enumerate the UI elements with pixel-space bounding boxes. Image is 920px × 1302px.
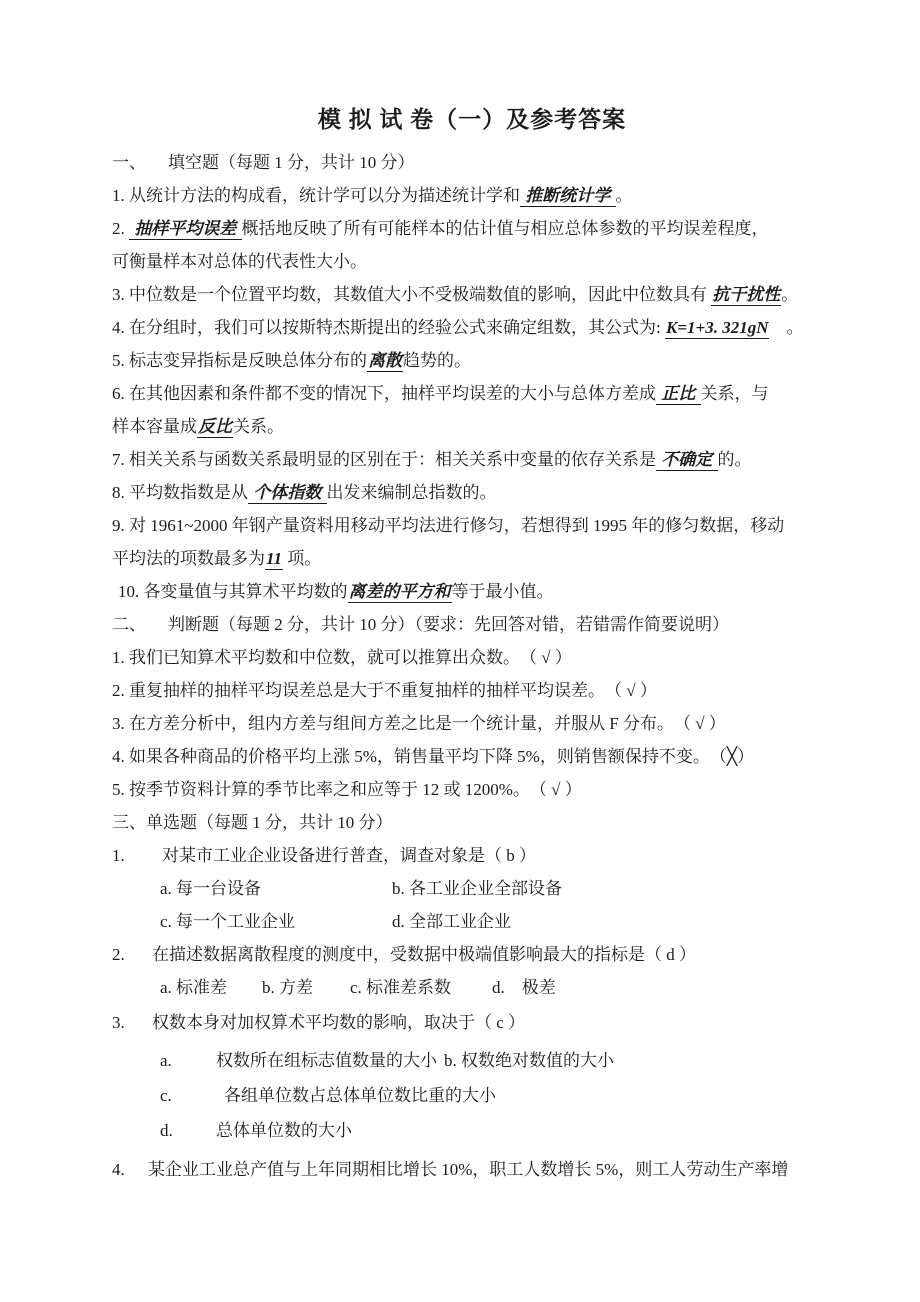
question	[112, 186, 832, 206]
text-run: 4.	[112, 1160, 125, 1179]
text-run: 。	[615, 186, 633, 205]
text-run: 三、单选题（每题 1 分，共计 10 分）	[112, 813, 393, 832]
text-run: a.	[160, 1051, 172, 1070]
text-run: 1.	[112, 846, 125, 865]
question	[112, 450, 832, 470]
text-run: 出发来编制总指数的。	[326, 483, 497, 502]
answer-blank: 抽样平均误差	[130, 219, 241, 238]
continuation	[112, 549, 832, 569]
text-run: b. 权数绝对数值的大小	[444, 1051, 614, 1070]
question	[112, 846, 832, 866]
answer-blank: 正比	[657, 384, 700, 403]
text-run: 的。	[717, 450, 752, 469]
document-body	[112, 153, 832, 1180]
question	[112, 318, 832, 338]
text-run: a. 每一台设备	[160, 879, 262, 898]
text-run: 概括地反映了所有可能样本的估计值与相应总体参数的平均误差程度，	[241, 219, 769, 238]
text-run: d.	[160, 1121, 173, 1140]
text-run: 某企业工业总产值与上年同期相比增长 10%，职工人数增长 5%，则工人劳动生产率增	[148, 1160, 789, 1179]
text-run: 8. 平均数指数是从	[112, 483, 248, 502]
question	[112, 945, 832, 965]
text-run: 6. 在其他因素和条件都不变的情况下，抽样平均误差的大小与总体方差成	[112, 384, 656, 403]
question	[112, 219, 832, 239]
text-run: 3. 中位数是一个位置平均数，其数值大小不受极端数值的影响，因此中位数具有	[112, 285, 712, 304]
text-run: 关系。	[233, 417, 284, 436]
options	[160, 1121, 832, 1141]
question	[112, 384, 832, 404]
text-run: 2. 重复抽样的抽样平均误差总是大于不重复抽样的抽样平均误差。 （ √ ）	[112, 681, 657, 700]
text-run: b. 方差	[262, 978, 313, 997]
text-run: 权数本身对加权算术平均数的影响，取决于（ c ）	[152, 1013, 526, 1032]
text-run: 3. 在方差分析中，组内方差与组间方差之比是一个统计量，并服从 F 分布。 （ √ ）	[112, 714, 726, 733]
options	[160, 978, 832, 998]
text-run: 可衡量样本对总体的代表性大小。	[112, 252, 367, 271]
text-run: 趋势的。	[403, 351, 471, 370]
question	[112, 780, 832, 800]
text-run: 5. 标志变异指标是反映总体分布的	[112, 351, 367, 370]
text-run: 项。	[283, 549, 322, 568]
options	[160, 912, 832, 932]
question	[112, 1160, 832, 1180]
continuation	[112, 252, 832, 272]
text-run: 填空题（每题 1 分，共计 10 分）	[168, 153, 415, 172]
text-run: 5. 按季节资料计算的季节比率之和应等于 12 或 1200%。 （ √ ）	[112, 780, 582, 799]
text-run: 总体单位数的大小	[216, 1121, 352, 1140]
text-run: c. 每一个工业企业	[160, 912, 296, 931]
text-run: c.	[160, 1086, 172, 1105]
question	[112, 714, 832, 734]
question	[112, 516, 832, 536]
text-run: 权数所在组标志值数量的大小	[216, 1051, 437, 1070]
options	[160, 1051, 832, 1071]
text-run: 等于最小值。	[451, 582, 554, 601]
answer-blank: 抗干扰性	[712, 285, 781, 304]
text-run: 10. 各变量值与其算术平均数的	[118, 582, 348, 601]
question	[112, 1013, 832, 1033]
text-run: d. 全部工业企业	[392, 912, 511, 931]
options	[160, 1086, 832, 1106]
text-run: 对某市工业企业设备进行普查，调查对象是（ b ）	[162, 846, 536, 865]
text-run: 。	[781, 285, 799, 304]
text-run: 各组单位数占总体单位数比重的大小	[224, 1086, 496, 1105]
text-run: 2.	[112, 219, 129, 238]
question	[112, 681, 832, 701]
text-run: b. 各工业企业全部设备	[392, 879, 562, 898]
options	[160, 879, 832, 899]
question	[112, 285, 832, 305]
answer-blank: 离散	[368, 351, 402, 370]
text-run: 2.	[112, 945, 125, 964]
text-run: 在描述数据离散程度的测度中，受数据中极端值影响最大的指标是（ d ）	[152, 945, 696, 964]
answer-blank: 个体指数	[249, 483, 326, 502]
question	[112, 747, 832, 767]
answer-blank: 推断统计学	[521, 186, 615, 205]
answer-blank: 离差的平方和	[348, 582, 451, 601]
question	[112, 648, 832, 668]
text-run: 。	[769, 318, 804, 337]
section-heading	[112, 153, 832, 173]
text-run: 4. 在分组时，我们可以按斯特杰斯提出的经验公式来确定组数，其公式为:	[112, 318, 665, 337]
text-run: c. 标准差系数	[350, 978, 452, 997]
page-title: 模 拟 试 卷（一）及参考答案	[317, 107, 627, 132]
continuation	[112, 417, 832, 437]
text-run: a. 标准差	[160, 978, 228, 997]
question	[112, 351, 832, 371]
text-run: 判断题（每题 2 分，共计 10 分）（要求：先回答对错，若错需作简要说明）	[168, 615, 729, 634]
text-run: 平均法的项数最多为	[112, 549, 265, 568]
text-run: 1. 我们已知算术平均数和中位数，就可以推算出众数。 （ √ ）	[112, 648, 572, 667]
answer-blank: K=1+3. 321gN	[665, 318, 769, 337]
question	[118, 582, 832, 602]
answer-blank: 11	[266, 549, 283, 568]
text-run: 9. 对 1961~2000 年钢产量资料用移动平均法进行修匀，若想得到 1995 年的修匀数据，移动	[112, 516, 785, 535]
text-run: 3.	[112, 1013, 125, 1032]
text-run: 一、	[112, 153, 146, 172]
answer-blank: 不确定	[657, 450, 717, 469]
answer-blank: 反比	[198, 417, 232, 436]
section-heading	[112, 615, 832, 635]
text-run: 关系，与	[700, 384, 769, 403]
section-heading	[112, 813, 832, 833]
text-run: 7. 相关关系与函数关系最明显的区别在于：相关关系中变量的依存关系是	[112, 450, 656, 469]
text-run: d. 极差	[492, 978, 556, 997]
text-run: 二、	[112, 615, 146, 634]
text-run: 1. 从统计方法的构成看，统计学可以分为描述统计学和	[112, 186, 520, 205]
text-run: 样本容量成	[112, 417, 197, 436]
question	[112, 483, 832, 503]
text-run: 4. 如果各种商品的价格平均上涨 5%，销售量平均下降 5%，则销售额保持不变。 （╳）	[112, 747, 755, 766]
